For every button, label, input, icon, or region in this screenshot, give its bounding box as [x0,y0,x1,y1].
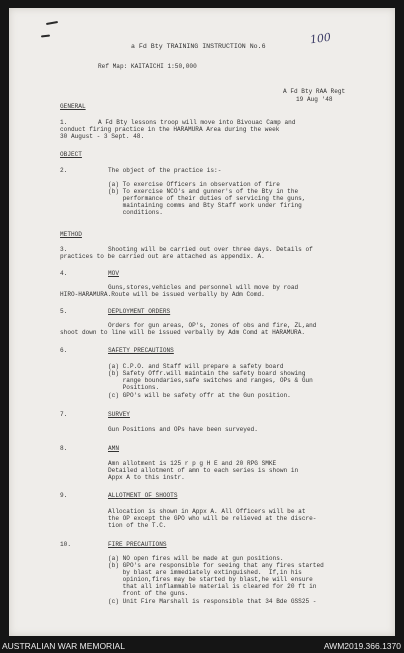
list-item: conditions. [108,209,163,216]
paragraph-line: Appx A to this instr. [108,474,185,481]
section-number: 2. [60,167,68,174]
section-heading-safety: SAFETY PRECAUTIONS [108,347,174,354]
section-number: 7. [60,411,68,418]
section-heading-amn: AMN [108,445,119,452]
paragraph-line: Orders for gun areas, OP's, zones of obs and fire, ZL,and [108,322,317,329]
paragraph-line: Gun Positions and OPs have been surveyed. [108,426,258,433]
list-item: that all inflammable material is cleared for 20 ft in [108,583,317,590]
paragraph-line: 30 August - 3 Sept. 48. [60,133,145,140]
paragraph-line: Detailed allotment of amn to each series is shown in [108,467,299,474]
list-item: (b) To exercise NCO's and gunner's of the Bty in the [108,188,299,195]
paragraph-line: shoot down to line will be issued verbally by Adm Comd at HARAMURA. [60,329,306,336]
paragraph-line: practices to be carried out are attached as appendix. A. [60,253,265,260]
reference-map: Ref Map: KAITAICHI 1:50,000 [98,63,197,70]
document-title: a Fd Bty TRAINING INSTRUCTION No.6 [131,43,266,50]
section-heading-general: GENERAL [60,103,86,110]
section-number: 4. [60,270,68,277]
footer-institution: AUSTRALIAN WAR MEMORIAL [2,641,125,651]
paragraph-line: Allocation is shown in Appx A. All Officers will be at [108,508,306,515]
list-item: by blast are immediately extinguished. If,in his [108,569,302,576]
section-heading-survey: SURVEY [108,411,130,418]
footer-accession-number: AWM2019.366.1370 [323,641,401,651]
section-heading-deployment: DEPLOYMENT ORDERS [108,308,171,315]
list-item: Positions. [108,384,160,391]
list-item: (c) GPO's will be safety offr at the Gun position. [108,392,291,399]
list-item: (c) Unit Fire Marshall is responsible that 34 Bde GSS25 - [108,598,317,605]
section-number: 1. [60,119,68,126]
paragraph-line: the OP except the GPO who will be relieved at the discre- [108,515,317,522]
list-item: maintaining comms and Bty Staff work under firing [108,202,302,209]
paragraph-line: HIRO-HARAMURA.Route will be issued verbally by Adm Comd. [60,291,265,298]
section-number: 10. [60,541,71,548]
handwritten-reference: 100 [309,30,332,47]
section-number: 6. [60,347,68,354]
paragraph-line: tion of the T.C. [108,522,167,529]
section-heading-allotment: ALLOTMENT OF SHOOTS [108,492,178,499]
list-item: front of the guns. [108,590,189,597]
section-number: 9. [60,492,68,499]
paragraph-line: conduct firing practice in the HARAMURA Area during the week [60,126,280,133]
paragraph-line: A Fd Bty lessons troop will move into Bivouac Camp and [98,119,296,126]
document-page [9,8,395,636]
section-heading-mov: MOV [108,270,119,277]
list-item: range boundaries,safe switches and ranges, OPs & Gun [108,377,313,384]
paragraph-line: Shooting will be carried out over three days. Details of [108,246,313,253]
list-item: (a) C.P.O. and Staff will prepare a safety board [108,363,284,370]
list-item: (a) To exercise Officers in observation of fire [108,181,280,188]
punch-mark [41,35,50,38]
paragraph-line: Guns,stores,vehicles and personnel will move by road [108,284,299,291]
section-heading-fire: FIRE PRECAUTIONS [108,541,167,548]
section-number: 5. [60,308,68,315]
section-heading-method: METHOD [60,231,82,238]
list-item: opinion,fires may be started by blast,he will ensure [108,576,313,583]
punch-mark [46,21,58,25]
section-number: 3. [60,246,68,253]
section-heading-object: OBJECT [60,151,82,158]
list-item: (a) NO open fires will be made at gun positions. [108,555,284,562]
list-item: (b) GPO's are responsible for seeing that any fires started [108,562,324,569]
list-item: (b) Safety Offr.will maintain the safety board showing [108,370,306,377]
paragraph-line: Amn allotment is 125 r p g H E and 20 RPG SMKE [108,460,277,467]
section-number: 8. [60,445,68,452]
list-item: performance of their duties of servicing the guns, [108,195,306,202]
archive-footer [0,640,404,653]
document-date: 19 Aug '48 [296,96,333,103]
paragraph-line: The object of the practice is:- [108,167,222,174]
unit-name: A Fd Bty RAA Regt [283,88,346,95]
